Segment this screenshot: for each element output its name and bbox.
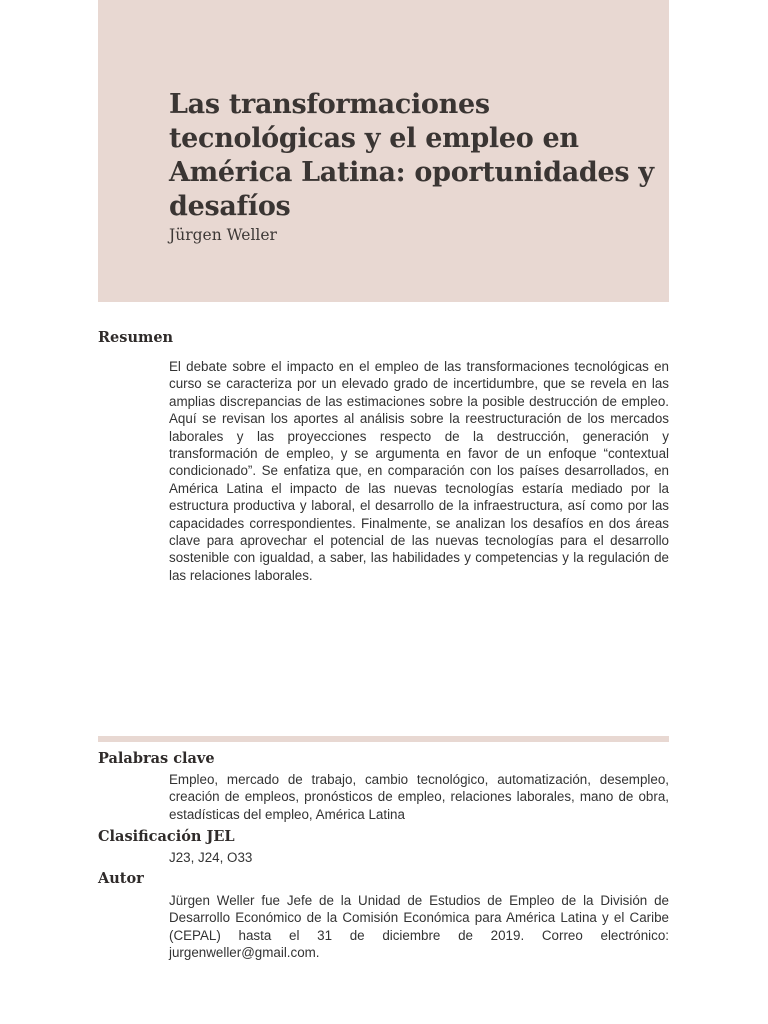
keywords-heading: Palabras clave xyxy=(98,750,215,767)
keywords-text: Empleo, mercado de trabajo, cambio tecnológico, automatización, desempleo, creación de empleos, pronósticos de empleo, relaciones laborales, mano de obra, estadísticas del empleo, América Latina xyxy=(169,772,669,822)
section-divider xyxy=(98,736,669,742)
abstract-text: El debate sobre el impacto en el empleo de las transformaciones tecnológicas en curso se caracteriza por un elevado grado de incertidumbre, que se revela en las amplias discrepancias de las estimaciones sobre la posible destrucción de empleo. Aquí se revisan los aportes al análisis sobre la reestructuración de los mercados laborales y las proyecciones respecto de la destrucción, generación y transformación de empleo, y se argumenta en favor de un enfoque “contextual condicionado”. Se enfatiza que, en comparación con los países desarrollados, en América Latina el impacto de las nuevas tecnologías estaría mediado por la estructura productiva y laboral, el desarrollo de la infraestructura, así como por las capacidades correspondientes. Finalmente, se analizan los desafíos en dos áreas clave para aprovechar el potencial de las nuevas tecnologías para el desarrollo sostenible con igualdad, a saber, las habilidades y competencias y la regulación de las relaciones laborales. xyxy=(169,359,669,583)
jel-heading: Clasificación JEL xyxy=(98,828,235,845)
author-bio: Jürgen Weller fue Jefe de la Unidad de Estudios de Empleo de la División de Desarrollo Económico de la Comisión Económica para América Latina y el Caribe (CEPAL) hasta el 31 de diciembre de 2019. Correo electrónico: jurgenweller@gmail.com. xyxy=(169,893,669,961)
article-title: Las transformaciones tecnológicas y el empleo en América Latina: oportunidades y desafíos xyxy=(169,89,654,222)
jel-codes: J23, J24, O33 xyxy=(169,850,253,865)
article-author: Jürgen Weller xyxy=(169,226,277,244)
abstract-heading: Resumen xyxy=(98,329,174,346)
author-heading: Autor xyxy=(98,870,144,887)
